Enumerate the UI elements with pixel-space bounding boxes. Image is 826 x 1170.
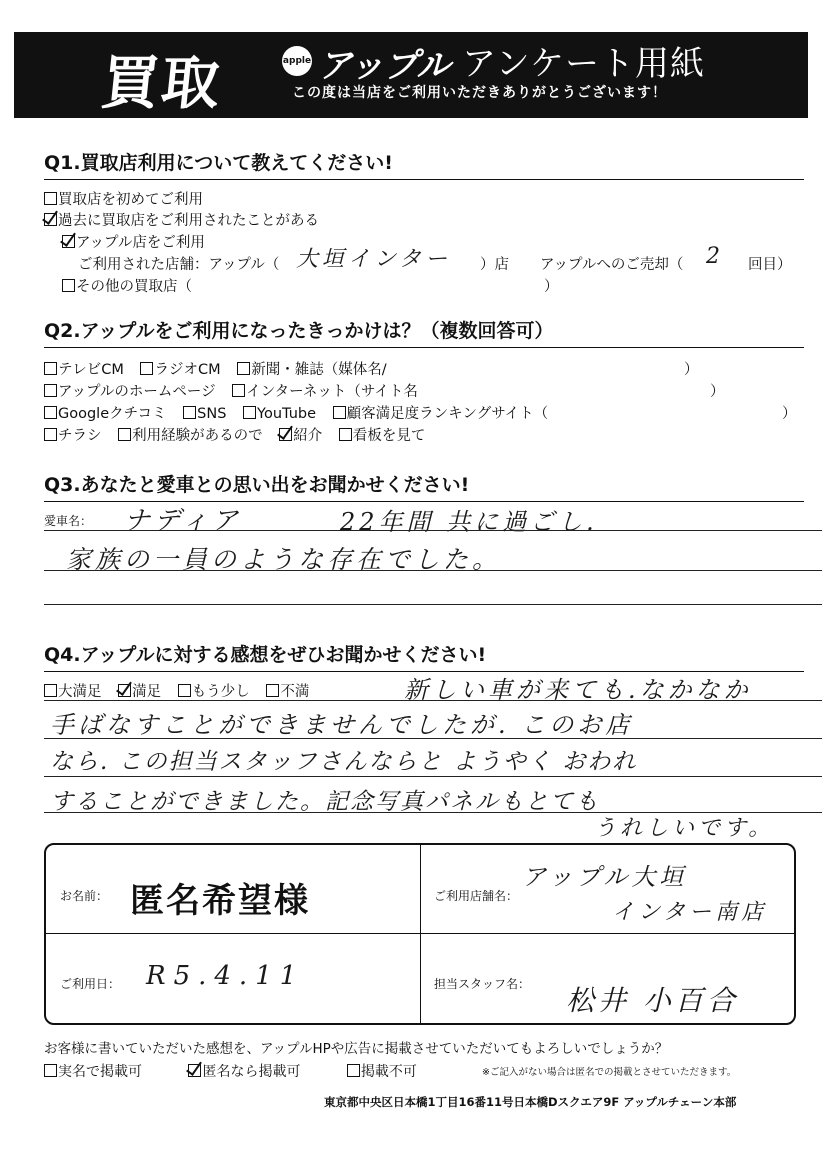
q4-line1: 手ばなすことができませんでしたが. このお店 <box>50 711 634 739</box>
checkbox[interactable] <box>44 384 57 397</box>
option-sns: SNS <box>197 406 227 422</box>
checkbox[interactable] <box>333 406 346 419</box>
form-subtitle: この度は当店をご利用いただきありがとうございます！ <box>292 85 667 101</box>
checkbox[interactable] <box>62 279 75 292</box>
checkbox[interactable] <box>118 428 131 441</box>
q1-sell-suffix: 回目） <box>748 257 792 273</box>
name-value: 匿名希望様 <box>130 881 310 921</box>
q3-line1: 22年間 共に過ごし. <box>340 508 598 536</box>
kaitori-title: 買取 <box>97 49 226 117</box>
consent-note: ※ご記入がない場合は匿名での掲載とさせていただきます。 <box>482 1067 737 1078</box>
q1-past[interactable]: 過去に買取店をご利用されたことがある <box>44 209 319 230</box>
option-flyer: チラシ <box>58 428 102 444</box>
q4-title: Q4.アップルに対する感想をぜひお聞かせください! <box>44 640 804 672</box>
q2-row2-close: ） <box>710 384 725 400</box>
checkbox-checked[interactable] <box>62 235 75 248</box>
header-banner <box>14 32 808 118</box>
q1-title: Q1.買取店利用について教えてください! <box>44 148 804 180</box>
checkbox[interactable] <box>237 362 250 375</box>
checkbox[interactable] <box>140 362 153 375</box>
rule <box>44 530 822 531</box>
q2-row1 <box>44 358 399 379</box>
q4-line0: 新しい車が来ても.なかなか <box>404 676 752 704</box>
checkbox[interactable] <box>178 684 191 697</box>
checkbox-checked[interactable] <box>44 213 57 226</box>
checkbox[interactable] <box>347 1064 360 1077</box>
q2-title: Q2.アップルをご利用になったきっかけは？（複数回答可） <box>44 316 804 348</box>
store-value-1: アップル大垣 <box>522 863 688 891</box>
q4-line3: することができました。記念写真パネルもとても <box>50 789 600 815</box>
option-somewhat: もう少し <box>191 684 250 700</box>
form-title: アンケート用紙 <box>462 44 705 84</box>
checkbox-checked[interactable] <box>118 684 131 697</box>
q3-line2: 家族の一員のような存在でした。 <box>66 545 502 574</box>
option-radio-cm: ラジオCM <box>154 362 221 378</box>
q2-row3-close: ） <box>782 406 797 422</box>
q2-row2 <box>44 380 430 401</box>
consent-question: お客様に書いていただいた感想を、アップルHPや広告に掲載させていただいてもよろしいでしょうか？ <box>44 1041 669 1057</box>
q4-line4: うれしいです。 <box>594 816 775 841</box>
checkbox[interactable] <box>266 684 279 697</box>
checkbox[interactable] <box>232 384 245 397</box>
option-tv-cm: テレビCM <box>58 362 124 378</box>
customer-info-table <box>44 843 796 1025</box>
store-label: ご利用店舗名： <box>434 889 519 903</box>
date-label: ご利用日： <box>60 977 121 991</box>
q2-row3 <box>44 402 560 423</box>
q1-store-label: ご利用された店舗：アップル（ <box>78 257 280 273</box>
checkbox[interactable] <box>339 428 352 441</box>
q3-car-value: ナディア <box>124 506 242 536</box>
q3-car-label: 愛車名： <box>44 514 93 528</box>
name-label: お名前： <box>60 889 109 903</box>
q1-store-suffix: ）店 <box>480 257 509 273</box>
option-referral: 紹介 <box>293 428 323 444</box>
option-internet: インターネット（サイト名 <box>246 384 418 400</box>
store-value-2: インター南店 <box>612 900 768 925</box>
rule <box>44 570 822 571</box>
checkbox[interactable] <box>44 428 57 441</box>
checkbox[interactable] <box>44 192 57 205</box>
option-no-publish: 掲載不可 <box>360 1064 417 1080</box>
q1-other-close: ） <box>544 279 559 295</box>
checkbox-checked[interactable] <box>188 1064 201 1077</box>
q1-sell-value: 2 <box>706 244 724 269</box>
q4-options <box>44 680 321 701</box>
option-newspaper: 新聞・雑誌（媒体名/ <box>251 362 387 378</box>
q4-line2: なら. この担当スタッフさんならと ようやく おわれ <box>50 749 638 775</box>
rule <box>44 700 822 701</box>
option-very-satisfied: 大満足 <box>58 684 102 700</box>
rule <box>44 738 822 739</box>
checkbox[interactable] <box>44 684 57 697</box>
option-homepage: アップルのホームページ <box>58 384 216 400</box>
divider <box>420 845 421 1023</box>
option-signboard: 看板を見て <box>352 428 426 444</box>
date-value: R5.4.11 <box>146 961 305 991</box>
checkbox[interactable] <box>44 406 57 419</box>
consent-options <box>44 1061 429 1081</box>
checkbox[interactable] <box>44 362 57 375</box>
q2-row1-close: ） <box>684 362 699 378</box>
option-youtube: YouTube <box>257 406 317 422</box>
footer-address: 東京都中央区日本橋1丁目16番11号日本橋Dスクエア9F アップルチェーン本部 <box>324 1095 737 1109</box>
option-dissatisfied: 不満 <box>280 684 310 700</box>
q1-first-time[interactable]: 買取店を初めてご利用 <box>44 188 203 209</box>
option-satisfied: 満足 <box>132 684 162 700</box>
q1-apple-store[interactable]: アップル店をご利用 <box>62 231 205 252</box>
option-ranking: 顧客満足度ランキングサイト（ <box>346 406 549 422</box>
staff-value: 松井 小百合 <box>566 984 739 1017</box>
q1-store-value: 大垣インター <box>296 247 452 272</box>
checkbox-checked[interactable] <box>279 428 292 441</box>
option-experience: 利用経験があるので <box>132 428 263 444</box>
option-real-name: 実名で掲載可 <box>58 1064 142 1080</box>
staff-label: 担当スタッフ名： <box>434 977 531 991</box>
checkbox[interactable] <box>44 1064 57 1077</box>
q2-row4 <box>44 424 437 445</box>
divider <box>46 933 794 934</box>
q3-title: Q3.あなたと愛車との思い出をお聞かせください! <box>44 470 804 502</box>
rule <box>44 604 822 605</box>
q1-other[interactable]: その他の買取店（ <box>62 275 192 296</box>
brand-name: アップル <box>318 46 451 86</box>
q1-sell-label: アップルへのご売却（ <box>540 257 684 273</box>
apple-logo-icon: apple <box>282 46 312 76</box>
option-google: Googleクチコミ <box>58 406 167 422</box>
rule <box>44 776 822 777</box>
checkbox[interactable] <box>183 406 196 419</box>
checkbox[interactable] <box>243 406 256 419</box>
option-anonymous: 匿名なら掲載可 <box>202 1064 301 1080</box>
